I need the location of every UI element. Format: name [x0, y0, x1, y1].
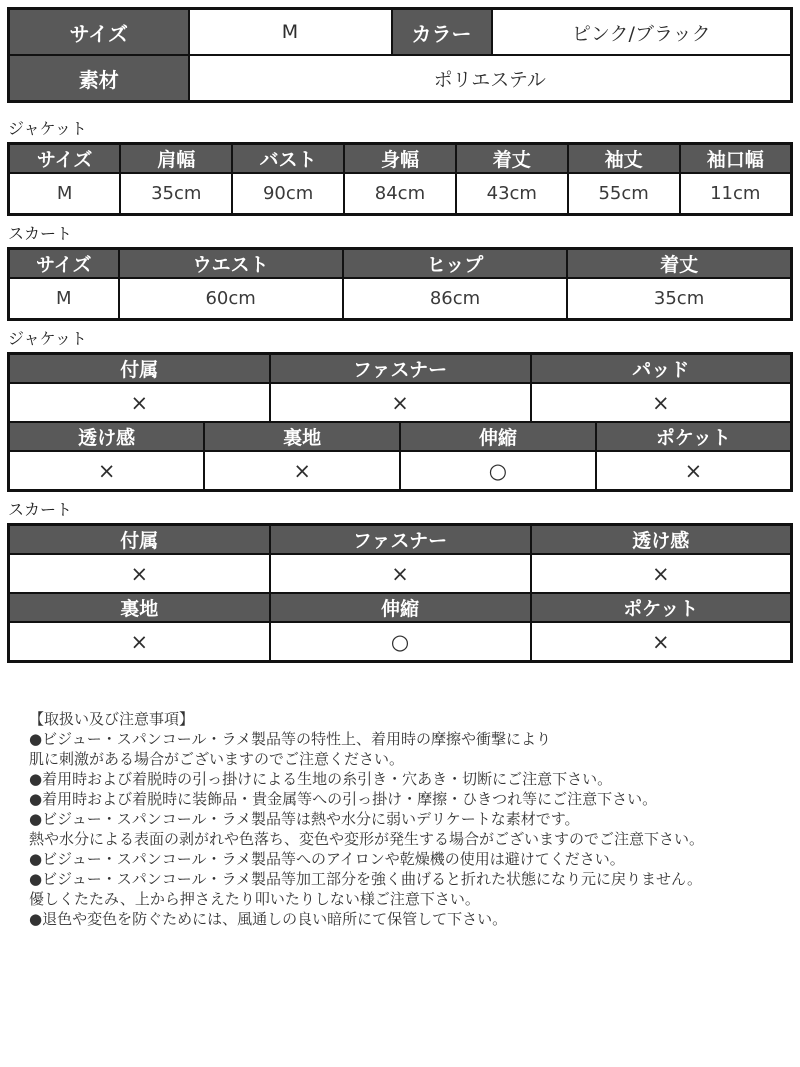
- feature-header: ファスナー: [270, 525, 531, 555]
- table-row: [9, 9, 792, 56]
- table-row: [9, 354, 792, 384]
- care-note-line: ●ビジュー・スパンコール・ラメ製品等の特性上、着用時の摩擦や衝撃により: [29, 730, 552, 748]
- care-note-line: 優しくたたみ、上から押さえたり叩いたりしない様ご注意下さい。: [29, 890, 480, 908]
- column-header: 着丈: [456, 144, 568, 174]
- column-header: サイズ: [9, 144, 121, 174]
- feature-header: 透け感: [531, 525, 792, 555]
- feature-value: ×: [204, 451, 400, 491]
- feature-value: ×: [596, 451, 792, 491]
- table-row: [9, 525, 792, 555]
- table-row: [9, 622, 792, 662]
- feature-header: 付属: [9, 525, 270, 555]
- column-header: ウエスト: [119, 249, 343, 279]
- feature-value: ×: [270, 383, 531, 422]
- material-header: 素材: [9, 55, 189, 102]
- jacket-measurements-table: [7, 142, 793, 216]
- column-header: ヒップ: [343, 249, 567, 279]
- color-header: カラー: [392, 9, 492, 56]
- table-row: [9, 451, 792, 491]
- column-header: バスト: [232, 144, 344, 174]
- table-row: [9, 173, 792, 215]
- feature-value: ×: [531, 622, 792, 662]
- table-row: [9, 55, 792, 102]
- feature-value: ×: [270, 554, 531, 593]
- table-row: [9, 422, 792, 451]
- feature-value: ×: [9, 622, 270, 662]
- color-value: ピンク/ブラック: [492, 9, 792, 56]
- skirt-measurements-label: スカート: [8, 224, 73, 243]
- care-notes: [7, 709, 793, 929]
- size-value: M: [189, 9, 392, 56]
- material-value: ポリエステル: [189, 55, 792, 102]
- measurement-value: 11cm: [680, 173, 792, 215]
- feature-value: ×: [9, 451, 205, 491]
- table-row: [9, 144, 792, 174]
- size-header: サイズ: [9, 9, 189, 56]
- measurement-value: 60cm: [119, 278, 343, 320]
- feature-header: ファスナー: [270, 354, 531, 384]
- feature-header: ポケット: [531, 593, 792, 622]
- care-note-line: 熱や水分による表面の剥がれや色落ち、変色や変形が発生する場合がございますのでご注意下さい。: [29, 830, 705, 848]
- measurement-value: 43cm: [456, 173, 568, 215]
- feature-header: 伸縮: [400, 422, 596, 451]
- feature-header: ポケット: [596, 422, 792, 451]
- size-color-material-table: [7, 7, 793, 103]
- table-row: [9, 554, 792, 593]
- measurement-value: M: [9, 173, 121, 215]
- measurement-value: 35cm: [567, 278, 791, 320]
- skirt-details-label: スカート: [8, 500, 73, 519]
- measurement-value: M: [9, 278, 119, 320]
- feature-value: ×: [531, 554, 792, 593]
- care-note-line: 肌に刺激がある場合がございますのでご注意ください。: [29, 750, 405, 768]
- measurement-value: 90cm: [232, 173, 344, 215]
- measurement-value: 35cm: [120, 173, 232, 215]
- feature-value: ×: [9, 554, 270, 593]
- feature-value: ○: [270, 622, 531, 662]
- feature-header: 透け感: [9, 422, 205, 451]
- skirt-measurements-table: [7, 247, 793, 321]
- measurement-value: 55cm: [568, 173, 680, 215]
- care-notes-title: 【取扱い及び注意事項】: [29, 710, 195, 728]
- measurement-value: 86cm: [343, 278, 567, 320]
- column-header: 袖口幅: [680, 144, 792, 174]
- care-note-line: ●ビジュー・スパンコール・ラメ製品等へのアイロンや乾燥機の使用は避けてください。: [29, 850, 625, 868]
- feature-header: パッド: [531, 354, 792, 384]
- table-row: [9, 249, 792, 279]
- column-header: 肩幅: [120, 144, 232, 174]
- care-note-line: ●ビジュー・スパンコール・ラメ製品等は熱や水分に弱いデリケートな素材です。: [29, 810, 580, 828]
- care-note-line: ●着用時および着脱時の引っ掛けによる生地の糸引き・穴あき・切断にご注意下さい。: [29, 770, 613, 788]
- feature-header: 裏地: [9, 593, 270, 622]
- care-note-line: ●着用時および着脱時に装飾品・貴金属等への引っ掛け・摩擦・ひきつれ等にご注意下さい。: [29, 790, 658, 808]
- measurement-value: 84cm: [344, 173, 456, 215]
- column-header: 身幅: [344, 144, 456, 174]
- jacket-measurements-label: ジャケット: [8, 119, 87, 138]
- column-header: 着丈: [567, 249, 791, 279]
- care-note-line: ●退色や変色を防ぐためには、風通しの良い暗所にて保管して下さい。: [29, 910, 508, 928]
- feature-value: ×: [531, 383, 792, 422]
- skirt-details-table: [7, 523, 793, 663]
- care-note-line: ●ビジュー・スパンコール・ラメ製品等加工部分を強く曲げると折れた状態になり元に戻りません。: [29, 870, 702, 888]
- table-row: [9, 593, 792, 622]
- feature-header: 付属: [9, 354, 270, 384]
- table-row: [9, 383, 792, 422]
- jacket-details-table: [7, 352, 793, 492]
- jacket-details-label: ジャケット: [8, 329, 87, 348]
- column-header: 袖丈: [568, 144, 680, 174]
- feature-value: ×: [9, 383, 270, 422]
- column-header: サイズ: [9, 249, 119, 279]
- feature-header: 裏地: [204, 422, 400, 451]
- feature-header: 伸縮: [270, 593, 531, 622]
- table-row: [9, 278, 792, 320]
- feature-value: ○: [400, 451, 596, 491]
